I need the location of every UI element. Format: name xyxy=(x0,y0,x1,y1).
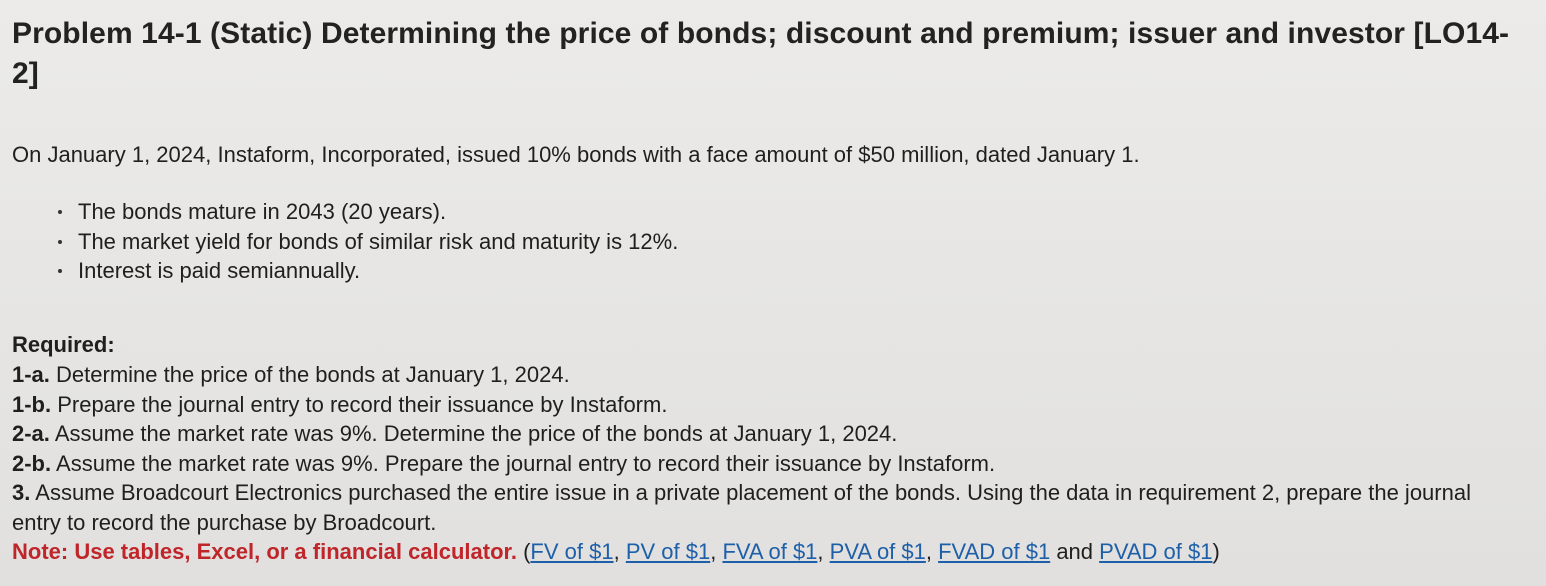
requirement-number: 1-a. xyxy=(12,362,50,387)
requirement-1b xyxy=(12,390,1522,420)
separator: , xyxy=(925,539,939,564)
close-paren: ) xyxy=(1212,539,1220,564)
requirement-2a xyxy=(12,419,1522,449)
calculator-note xyxy=(12,537,1522,567)
requirement-text: Assume Broadcourt Electronics purchased the entire issue in a private placement of the bonds. Using the data in requirement 2, prepare the journal entry to record the purchase by Broadcourt. xyxy=(12,480,1471,535)
bullet-text: The bonds mature in 2043 (20 years). xyxy=(78,199,447,224)
problem-title-line-1: Problem 14-1 (Static) Determining the price of bonds; discount and premium; issuer and investor [LO14- xyxy=(12,17,1510,50)
bullet-text: The market yield for bonds of similar risk and maturity is 12%. xyxy=(78,228,679,254)
requirement-1a xyxy=(12,360,1522,390)
fva-table-link[interactable]: FVA of $1 xyxy=(722,539,818,564)
open-paren: ( xyxy=(523,539,531,564)
requirement-number: 2-a. xyxy=(12,421,50,446)
requirement-number: 3. xyxy=(12,480,31,505)
list-item xyxy=(52,227,678,257)
required-section xyxy=(12,330,1522,567)
separator: , xyxy=(710,539,723,564)
problem-page xyxy=(12,14,1532,564)
required-heading: Required: xyxy=(12,332,115,357)
requirement-number: 1-b. xyxy=(12,391,52,417)
problem-intro: On January 1, 2024, Instaform, Incorporated, issued 10% bonds with a face amount of $50 million, dated January 1. xyxy=(12,142,1140,167)
list-item xyxy=(52,197,678,227)
requirement-text: Assume the market rate was 9%. Determine the price of the bonds at January 1, 2024. xyxy=(54,421,898,446)
fvad-table-link[interactable]: FVAD of $1 xyxy=(938,539,1051,564)
bullet-icon xyxy=(58,210,62,214)
requirement-3 xyxy=(12,478,1522,537)
pvad-table-link[interactable]: PVAD of $1 xyxy=(1099,539,1213,564)
note-label: Note: Use tables, Excel, or a financial calculator. xyxy=(12,539,517,564)
bullet-icon xyxy=(58,240,62,244)
bullet-icon xyxy=(58,269,62,273)
fv-table-link[interactable]: FV of $1 xyxy=(530,539,614,564)
requirement-2b xyxy=(12,449,1522,479)
bond-facts-list xyxy=(52,197,678,286)
bullet-text: Interest is paid semiannually. xyxy=(78,258,361,283)
separator: , xyxy=(613,539,626,564)
requirement-text: Prepare the journal entry to record their issuance by Instaform. xyxy=(57,391,668,417)
problem-title-line-2: 2] xyxy=(12,57,39,90)
and-separator: and xyxy=(1050,539,1100,564)
pva-table-link[interactable]: PVA of $1 xyxy=(829,539,926,564)
list-item xyxy=(52,256,678,286)
separator: , xyxy=(817,539,830,564)
requirement-text: Determine the price of the bonds at January 1, 2024. xyxy=(56,362,570,387)
problem-title xyxy=(12,14,1532,94)
requirement-text: Assume the market rate was 9%. Prepare the journal entry to record their issuance by Instaform. xyxy=(56,450,996,476)
pv-table-link[interactable]: PV of $1 xyxy=(625,539,711,564)
requirement-number: 2-b. xyxy=(12,450,52,476)
